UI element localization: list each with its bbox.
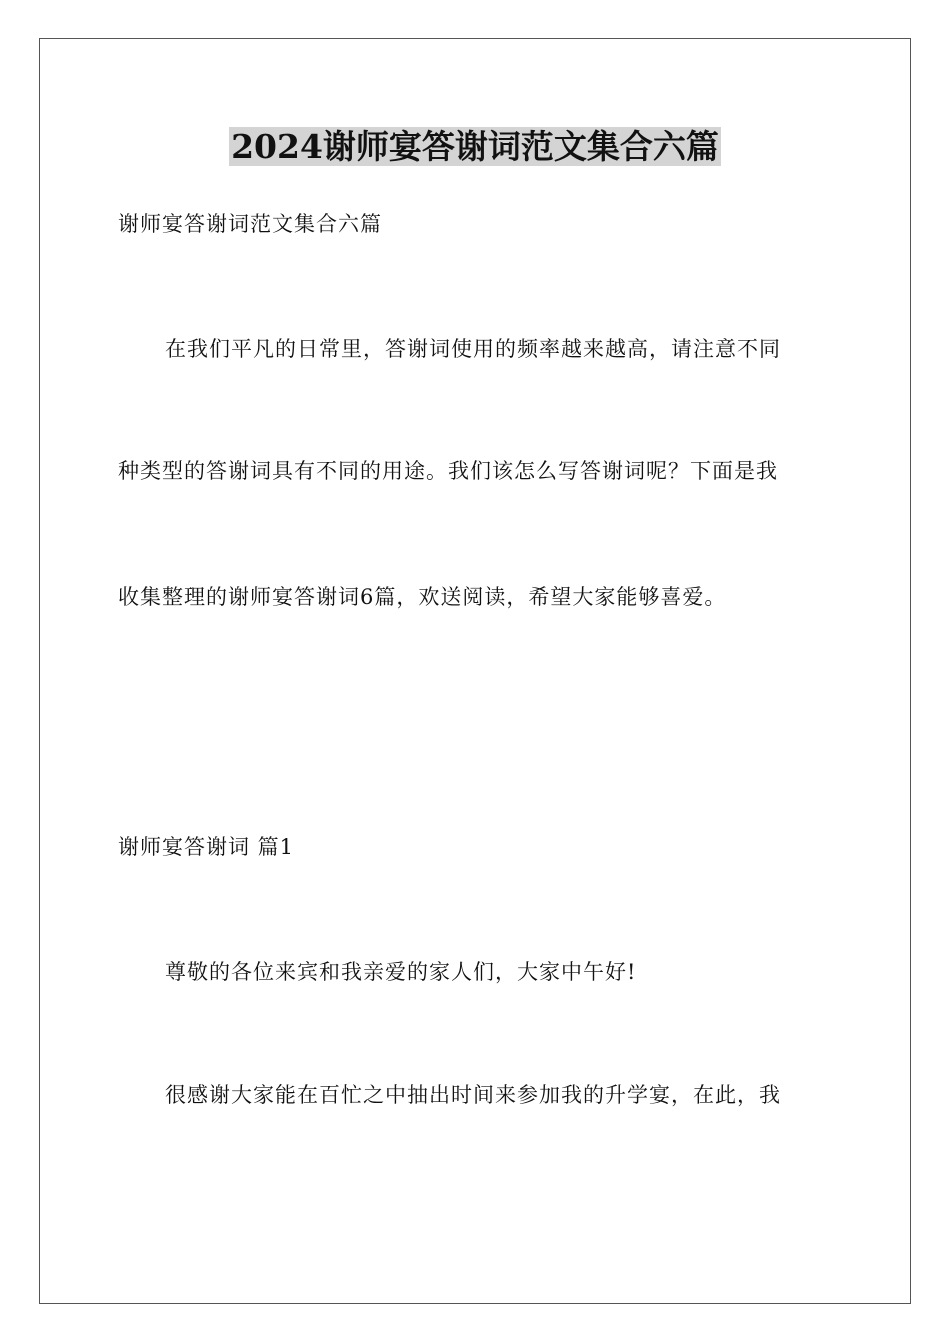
document-subtitle: 谢师宴答谢词范文集合六篇 xyxy=(118,212,382,236)
document-title xyxy=(0,124,950,170)
section-line-1: 尊敬的各位来宾和我亲爱的家人们，大家中午好! xyxy=(165,960,637,984)
section-heading: 谢师宴答谢词 篇1 xyxy=(118,835,295,859)
section-line-2: 很感谢大家能在百忙之中抽出时间来参加我的升学宴，在此，我 xyxy=(165,1083,781,1107)
intro-line-2: 种类型的答谢词具有不同的用途。我们该怎么写答谢词呢？下面是我 xyxy=(118,459,778,483)
intro-line-1: 在我们平凡的日常里，答谢词使用的频率越来越高，请注意不同 xyxy=(165,337,781,361)
document-title-text: 2024谢师宴答谢词范文集合六篇 xyxy=(231,127,719,166)
intro-line-3: 收集整理的谢师宴答谢词6篇，欢送阅读，希望大家能够喜爱。 xyxy=(118,585,727,609)
